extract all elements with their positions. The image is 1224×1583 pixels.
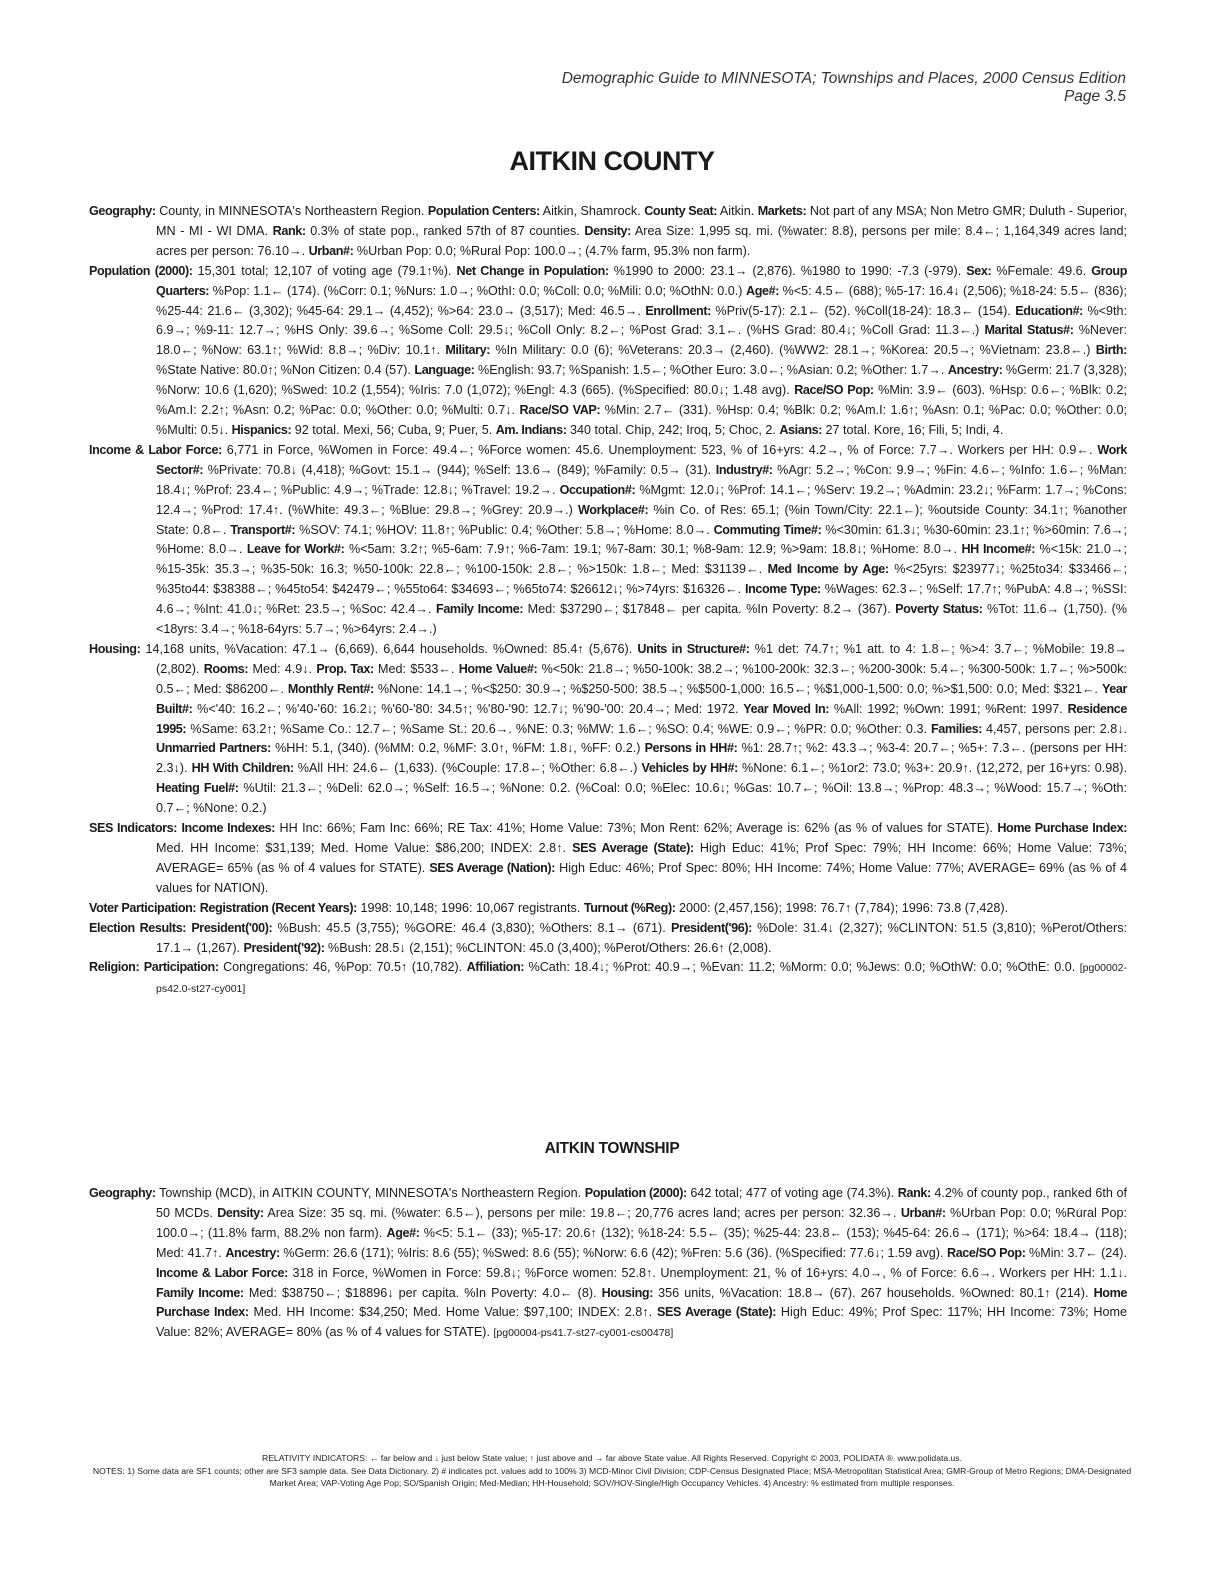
relativity-indicators: RELATIVITY INDICATORS: ← far below and ↓ just below State value; ↑ just above and → far above State value. All Rights Reserved. Copyright © 2003, POLIDATA ®. www.polidata.us.	[261, 1453, 962, 1463]
section-title: AITKIN TOWNSHIP	[544, 1140, 680, 1157]
field-label-president-92: President('92):	[243, 940, 325, 955]
field-label-home-purchase-index: Home Purchase Index:	[156, 1285, 1127, 1320]
field-label-population-2000: Population (2000):	[89, 263, 193, 278]
field-label-family-income: Family Income:	[436, 602, 524, 617]
field-label-am-indians: Am. Indians:	[495, 422, 567, 437]
field-value: %Germ: 26.6 (171); %Iris: 8.6 (55); %Swed: 8.6 (55); %Norw: 6.6 (42); %Fren: 5.6 (36). (%Specified: 77.6↓; 1.59 avg).	[279, 1245, 947, 1260]
field-label-president-00: President('00):	[191, 920, 273, 935]
field-label-affiliation: Affiliation:	[466, 960, 525, 975]
field-value: %<25yrs: $23977↓; %25to34: $33466←; %35to44: $38388←; %45to54: $42479←; %55to64: $34693←; %65to74: $26612↓; %>74yrs: $16326←.	[156, 562, 1127, 597]
field-label-year-built: Year Built#:	[156, 681, 1127, 716]
field-label-election-results: Election Results:	[89, 920, 187, 935]
field-value: %Female: 49.6.	[991, 263, 1092, 278]
field-label-home-purchase-index: Home Purchase Index:	[997, 821, 1127, 836]
profile-entry	[89, 919, 1127, 959]
field-value: %Min: 3.7← (24).	[1025, 1245, 1128, 1260]
running-header	[562, 70, 1126, 106]
field-label-language: Language:	[414, 363, 475, 378]
field-label-birth: Birth:	[1095, 343, 1127, 358]
field-label-voter-participation: Voter Participation:	[89, 900, 197, 915]
field-value: %Util: 21.3←; %Deli: 62.0→; %Self: 16.5→; %None: 0.2. (%Coal: 0.0; %Elec: 10.6↓; %Gas: 10.7←; %Oil: 13.8→; %Prop: 48.3→; %Wood: 15.7→; %Oth: 0.7←; %None: 0.2.)	[156, 781, 1127, 816]
profile-entry	[89, 262, 1127, 441]
field-label-density: Density:	[584, 223, 631, 238]
field-value: %HH: 5.1, (340). (%MM: 0.2, %MF: 3.0↑, %FM: 1.8↓, %FF: 0.2.)	[270, 741, 645, 756]
field-value: %Priv(5-17): 2.1← (52). %Coll(18-24): 18.3← (154).	[710, 303, 1016, 318]
field-value: 14,168 units, %Vacation: 47.1→ (6,669). 6,644 households. %Owned: 85.4↑ (5,676).	[140, 641, 638, 656]
field-value: %Pop: 1.1← (174). (%Corr: 0.1; %Nurs: 1.0→; %OthI: 0.0; %Coll: 0.0; %Mili: 0.0; %OthN: 0.0.)	[209, 283, 746, 298]
field-label-ses-average-state: SES Average (State):	[656, 1305, 777, 1320]
field-value: %<15k: 21.0→; %15-35k: 35.3→; %35-50k: 16.3; %50-100k: 22.8←; %100-150k: 2.8←; %>150k: 1.8←; Med: $31139←.	[156, 542, 1127, 577]
field-value: %Dole: 31.4↓ (2,327); %CLINTON: 51.5 (3,810); %Perot/Others: 17.1→ (1,267).	[156, 920, 1127, 955]
field-value: HH Inc: 66%; Fam Inc: 66%; RE Tax: 41%; Home Value: 73%; Mon Rent: 62%; Average is: 62% (as % of values for STATE).	[275, 821, 998, 836]
field-value: Area Size: 1,995 sq. mi. (%water: 8.8), persons per mile: 8.4←; 1,164,349 acres land; acres per person: 76.10→.	[156, 223, 1127, 258]
field-label-income-labor-force: Income & Labor Force:	[89, 442, 222, 457]
field-label-enrollment: Enrollment:	[645, 303, 711, 318]
profile-entry	[89, 441, 1127, 640]
field-value: %In Military: 0.0 (6); %Veterans: 20.3→ (2,460). (%WW2: 28.1→; %Korea: 20.5→; %Vietnam: 23.8←.)	[490, 343, 1096, 358]
profile-entry	[89, 958, 1127, 1000]
field-value: Congregations: 46, %Pop: 70.5↑ (10,782).	[218, 960, 467, 975]
field-value: %Min: 2.7← (331). %Hsp: 0.4; %Blk: 0.2; %Am.I: 1.6↑; %Asn: 0.1; %Pac: 0.0; %Other: 0.0; %Multi: 0.5↓.	[156, 403, 1127, 437]
field-label-ses-average-state: SES Average (State):	[572, 841, 694, 855]
field-label-occupation: Occupation#:	[559, 482, 636, 497]
field-value: %<5: 4.5← (688); %5-17: 16.4↓ (2,506); %18-24: 5.5← (836); %25-44: 21.6← (3,302); %45-64: 29.1→ (4,452); %>64: 23.0→ (3,517); Med: 46.5→.	[156, 283, 1127, 318]
field-label-income-indexes: Income Indexes:	[181, 821, 276, 836]
field-label-group-quarters: Group Quarters:	[156, 263, 1127, 298]
field-value: 15,301 total; 12,107 of voting age (79.1↑%).	[192, 263, 457, 278]
field-value: 92 total. Mexi, 56; Cuba, 9; Puer, 5.	[291, 422, 496, 437]
field-value: 4.2% of county pop., ranked 6th of 50 MCDs.	[156, 1186, 1127, 1220]
field-value: %in Co. of Res: 65.1; (%in Town/City: 22.1←); %outside County: 34.1↑; %another State: 0.8←.	[156, 502, 1127, 537]
field-value: %Wages: 62.3←; %Self: 17.7↑; %PubA: 4.8→; %SSI: 4.6→; %Int: 41.0↓; %Ret: 23.5→; %Soc: 42.4→.	[156, 582, 1127, 617]
field-value: %Mgmt: 12.0↓; %Prof: 14.1←; %Serv: 19.2→; %Admin: 23.2↓; %Farm: 1.7→; %Cons: 12.4→; %Prod: 17.4↑. (%White: 49.3←; %Blue: 29.8→; %Grey: 20.9→.)	[156, 482, 1127, 517]
field-value: %Germ: 21.7 (3,328); %Norw: 10.6 (1,620); %Swed: 10.2 (1,554); %Iris: 7.0 (1,072); %Engl: 4.3 (665). (%Specified: 80.0↓; 1.48 avg).	[156, 363, 1128, 398]
field-value: %<50k: 21.8→; %50-100k: 38.2→; %100-200k: 32.3←; %200-300k: 5.4←; %300-500k: 1.7←; %>500k: 0.5←; Med: $86200←.	[156, 661, 1127, 696]
record-code: [pg00002-ps42.0-st27-cy001]	[156, 962, 1128, 996]
field-value: High Educ: 49%; Prof Spec: 117%; HH Income: 73%; Home Value: 82%; AVERAGE= 80% (as % of 4 values for STATE).	[156, 1305, 1127, 1340]
field-value: County, in MINNESOTA's Northeastern Region.	[155, 204, 428, 218]
field-value: 318 in Force, %Women in Force: 59.8↓; %Force women: 52.8↑. Unemployment: 21, % of 16+yrs: 4.0→, % of Force: 6.6→. Workers per HH: 1.1↓.	[287, 1265, 1127, 1280]
field-label-population-2000: Population (2000):	[584, 1186, 687, 1200]
field-value: Aitkin, Shamrock.	[539, 204, 645, 218]
field-label-hh-with-children: HH With Children:	[191, 761, 294, 776]
field-label-rooms: Rooms:	[203, 661, 249, 676]
field-label-year-moved-in: Year Moved In:	[743, 701, 830, 716]
field-label-density: Density:	[217, 1205, 264, 1220]
field-value: Med: $38750←; $18896↓ per capita. %In Poverty: 4.0← (8).	[243, 1285, 602, 1300]
field-value: 6,771 in Force, %Women in Force: 49.4←; %Force women: 45.6. Unemployment: 523, % of 16+yrs: 4.2→, % of Force: 7.7→. Workers per HH: 0.9←.	[221, 442, 1098, 457]
profile-entry	[89, 899, 1127, 919]
field-value: 642 total; 477 of voting age (74.3%).	[686, 1186, 898, 1200]
field-value: Med: $533←.	[373, 661, 459, 676]
field-label-families: Families:	[931, 721, 982, 736]
field-value: %Never: 18.0←; %Now: 63.1↑; %Wid: 8.8→; %Div: 10.1↑.	[156, 323, 1127, 358]
page-number: Page 3.5	[1063, 88, 1126, 105]
field-label-population-centers: Population Centers:	[427, 204, 540, 218]
field-value: 356 units, %Vacation: 18.8→ (67). 267 households. %Owned: 80.1↑ (214).	[653, 1285, 1094, 1300]
field-label-geography: Geography:	[89, 1186, 156, 1200]
field-value: %<5: 5.1← (33); %5-17: 20.6↑ (132); %18-24: 5.5← (35); %25-44: 23.8← (153); %45-64: 26.6→ (171); %>64: 18.4→ (118); Med: 41.7↑.	[156, 1225, 1128, 1260]
profile-entry	[89, 819, 1127, 899]
field-label-transport: Transport#:	[230, 522, 296, 537]
field-value: %State Native: 80.0↑; %Non Citizen: 0.4 (57).	[156, 363, 415, 378]
field-value: Med: 4.9↓.	[248, 661, 317, 676]
field-value: %Cath: 18.4↓; %Prot: 40.9→; %Evan: 11.2; %Morm: 0.0; %Jews: 0.0; %OthW: 0.0; %OthE: 0.0.	[524, 960, 1080, 975]
profile-entry	[89, 640, 1127, 819]
field-label-ancestry: Ancestry:	[947, 363, 1003, 378]
field-value: %Tot: 11.6→ (1,750). (%<18yrs: 3.4→; %18-64yrs: 5.7→; %>64yrs: 2.4→.)	[156, 602, 1127, 637]
field-label-religion: Religion:	[89, 960, 140, 975]
county-profile	[89, 202, 1127, 1000]
field-label-persons-in-hh: Persons in HH#:	[644, 741, 738, 756]
field-label-turnout-reg: Turnout (%Reg):	[583, 900, 676, 915]
footer-notes	[92, 1452, 1132, 1490]
field-value: Aitkin.	[717, 204, 758, 218]
field-label-housing: Housing:	[89, 641, 141, 656]
field-label-workplace: Workplace#:	[578, 502, 649, 517]
field-value: 0.3% of state pop., ranked 57th of 87 counties.	[305, 223, 585, 238]
field-value: %All: 1992; %Own: 1991; %Rent: 1997.	[829, 701, 1068, 716]
field-label-industry: Industry#:	[715, 462, 773, 477]
field-value: Med. HH Income: $31,139; Med. Home Value: $86,200; INDEX: 2.8↑.	[156, 841, 573, 855]
field-label-prop-tax: Prop. Tax:	[316, 661, 374, 676]
field-label-rank: Rank:	[272, 223, 306, 238]
field-label-ancestry: Ancestry:	[225, 1245, 280, 1260]
field-label-geography: Geography:	[89, 204, 156, 218]
field-label-education: Education#:	[1015, 303, 1083, 318]
field-label-sex: Sex:	[966, 263, 992, 278]
field-label-hispanics: Hispanics:	[231, 422, 292, 437]
field-value: High Educ: 46%; Prof Spec: 80%; HH Income: 74%; Home Value: 77%; AVERAGE= 69% (as % of 4 values for NATION).	[156, 860, 1127, 895]
field-value: %<5am: 3.2↑; %5-6am: 7.9↑; %6-7am: 19.1; %7-8am: 30.1; %8-9am: 12.9; %>9am: 18.8↓; %Home: 8.0→.	[344, 542, 962, 557]
field-value: %All HH: 24.6← (1,633). (%Couple: 17.8←; %Other: 6.8←.)	[293, 761, 642, 776]
field-label-income-type: Income Type:	[745, 582, 821, 597]
field-value: %Bush: 28.5↓ (2,151); %CLINTON: 45.0 (3,400); %Perot/Others: 26.6↑ (2,008).	[324, 940, 772, 955]
field-value: %1: 28.7↑; %2: 43.3→; %3-4: 20.7←; %5+: 7.3←. (persons per HH: 2.3↓).	[156, 741, 1127, 776]
field-value: 27 total. Kore, 16; Fili, 5; Indi, 4.	[822, 422, 1004, 437]
field-value: 2000: (2,457,156); 1998: 76.7↑ (7,784); 1996: 73.8 (7,428).	[675, 900, 1009, 915]
township-profile	[89, 1184, 1127, 1344]
field-value: %<30min: 61.3↓; %30-60min: 23.1↑; %>60min: 7.6→; %Home: 8.0→.	[156, 522, 1127, 557]
field-label-marital-status: Marital Status#:	[984, 323, 1074, 338]
field-label-net-change-in-population: Net Change in Population:	[456, 263, 609, 278]
field-label-home-value: Home Value#:	[458, 661, 538, 676]
field-label-president-96: President('96):	[670, 920, 752, 935]
field-label-hh-income: HH Income#:	[961, 542, 1036, 557]
field-value: %Agr: 5.2→; %Con: 9.9→; %Fin: 4.6←; %Info: 1.6←; %Man: 18.4↓; %Prof: 23.4←; %Public: 4.9→; %Trade: 12.8↓; %Travel: 19.2→.	[156, 462, 1127, 497]
field-label-age: Age#:	[746, 283, 779, 298]
notes: NOTES: 1) Some data are SF1 counts; other are SF3 sample data. See Data Dictionary. 2) # indicates pct. values add to 100% 3) MCD-Minor Civil Division; CDP-Census Designated Place; MSA-Metropolitan Statistical Area; GMR-Group of Metro Regions; DMA-Designated Market Area; VAP-Voting Age Pop; SO/Spanish Origin; Med-Median; HH-Household; SOV/HOV-Single/High Occupancy Vehicles. 4) Ancestry: % estimated from multiple responses.	[92, 1465, 1132, 1488]
field-label-urban: Urban#:	[308, 243, 354, 258]
field-label-race-so-pop: Race/SO Pop:	[794, 383, 874, 398]
field-value: %SOV: 74.1; %HOV: 11.8↑; %Public: 0.4; %Other: 5.8→; %Home: 8.0→.	[295, 522, 714, 537]
field-label-vehicles-by-hh: Vehicles by HH#:	[641, 761, 738, 776]
field-value: Township (MCD), in AITKIN COUNTY, MINNESOTA's Northeastern Region.	[155, 1186, 585, 1200]
field-label-units-in-structure: Units in Structure#:	[637, 641, 750, 656]
field-value: %1990 to 2000: 23.1→ (2,876). %1980 to 1990: -7.3 (-979).	[608, 263, 967, 278]
field-label-unmarried-partners: Unmarried Partners:	[156, 741, 271, 756]
field-value: 1998: 10,148; 1996: 10,067 registrants.	[356, 900, 584, 915]
field-label-county-seat: County Seat:	[644, 204, 718, 218]
field-value: Med: $37290←; $17848← per capita. %In Poverty: 8.2→ (367).	[523, 602, 896, 617]
field-label-ses-average-nation: SES Average (Nation):	[429, 860, 556, 875]
field-value: %Same: 63.2↑; %Same Co.: 12.7←; %Same St.: 20.6→. %NE: 0.3; %MW: 1.6←; %SO: 0.4; %WE: 0.9←; %PR: 0.0; %Other: 0.3.	[186, 721, 931, 736]
field-label-leave-for-work: Leave for Work#:	[246, 542, 345, 557]
field-value: %None: 6.1←; %1or2: 73.0; %3+: 20.9↑. (12,272, per 16+yrs: 0.98).	[737, 761, 1127, 776]
field-label-race-so-vap: Race/SO VAP:	[519, 403, 601, 418]
profile-entry	[89, 1184, 1127, 1344]
field-value: %Urban Pop: 0.0; %Rural Pop: 100.0→; (4.7% farm, 95.3% non farm).	[353, 243, 751, 258]
field-value: %Urban Pop: 0.0; %Rural Pop: 100.0→; (11.8% farm, 88.2% non farm).	[156, 1205, 1128, 1240]
field-value: %<'40: 16.2←; %'40-'60: 16.2↓; %'60-'80: 34.5↑; %'80-'90: 12.7↓; %'90-'00: 20.4→; Med: 1972.	[192, 701, 744, 716]
field-label-poverty-status: Poverty Status:	[895, 602, 983, 617]
field-value: %1 det: 74.7↑; %1 att. to 4: 1.8←; %>4: 3.7←; %Mobile: 19.8→ (2,802).	[156, 641, 1127, 676]
field-label-registration-recent-years: Registration (Recent Years):	[199, 900, 357, 915]
field-label-urban: Urban#:	[900, 1205, 946, 1220]
field-value: 340 total. Chip, 242; Iroq, 5; Choc, 2.	[566, 422, 780, 437]
field-label-military: Military:	[445, 343, 491, 358]
field-label-heating-fuel: Heating Fuel#:	[156, 781, 239, 796]
profile-entry	[89, 202, 1127, 262]
field-label-markets: Markets:	[757, 204, 807, 218]
field-label-asians: Asians:	[779, 422, 823, 437]
field-value: %<9th: 6.9→; %9-11: 12.7→; %HS Only: 39.6→; %Some Coll: 29.5↓; %Coll Only: 8.2←; %Post Grad: 3.1←. (%HS Grad: 80.4↓; %Coll Grad: 11.3←.)	[156, 303, 1128, 338]
field-label-participation: Participation:	[143, 960, 219, 975]
field-value: %Private: 70.8↓ (4,418); %Govt: 15.1→ (944); %Self: 13.6→ (849); %Family: 0.5→ (31).	[203, 462, 716, 477]
field-label-commuting-time: Commuting Time#:	[713, 522, 822, 537]
header-title: Demographic Guide to MINNESOTA; Townships and Places, 2000 Census Edition	[561, 70, 1126, 87]
field-label-age: Age#:	[386, 1225, 420, 1240]
page-title: AITKIN COUNTY	[509, 146, 715, 176]
field-label-housing: Housing:	[601, 1285, 654, 1300]
field-label-rank: Rank:	[897, 1186, 931, 1200]
field-label-monthly-rent: Monthly Rent#:	[287, 681, 374, 696]
field-value: %Min: 3.9← (603). %Hsp: 0.6←; %Blk: 0.2; %Am.I: 2.2↑; %Asn: 0.2; %Pac: 0.0; %Other: 0.0; %Multi: 0.7↓.	[156, 383, 1128, 418]
field-label-race-so-pop: Race/SO Pop:	[947, 1245, 1026, 1260]
field-value: %Bush: 45.5 (3,755); %GORE: 46.4 (3,830); %Others: 8.1→ (671).	[272, 920, 671, 935]
field-value: 4,457, persons per: 2.8↓.	[982, 721, 1128, 736]
field-label-income-labor-force: Income & Labor Force:	[156, 1265, 288, 1280]
record-code: [pg00004-ps41.7-st27-cy001-cs00478]	[493, 1327, 674, 1340]
field-value: Not part of any MSA; Non Metro GMR; Duluth - Superior, MN - MI - WI DMA.	[156, 204, 1127, 238]
field-value: Med. HH Income: $34,250; Med. Home Value: $97,100; INDEX: 2.8↑.	[248, 1305, 657, 1320]
field-label-ses-indicators: SES Indicators:	[89, 821, 178, 836]
field-label-work-sector: Work Sector#:	[156, 442, 1127, 477]
field-value: %None: 14.1→; %<$250: 30.9→; %$250-500: 38.5→; %$500-1,000: 16.5←; %$1,000-1,500: 0.0; %>$1,500: 0.0; Med: $321←.	[373, 681, 1102, 696]
field-label-residence-1995: Residence 1995:	[156, 701, 1127, 736]
field-value: %English: 93.7; %Spanish: 1.5←; %Other Euro: 3.0←; %Asian: 0.2; %Other: 1.7→.	[474, 363, 948, 378]
field-label-family-income: Family Income:	[156, 1285, 244, 1300]
field-value: Area Size: 35 sq. mi. (%water: 6.5←), persons per mile: 19.8←; 20,776 acres land; acres per person: 32.36→.	[263, 1205, 901, 1220]
field-label-med-income-by-age: Med Income by Age:	[767, 562, 889, 577]
field-value: High Educ: 41%; Prof Spec: 79%; HH Income: 66%; Home Value: 73%; AVERAGE= 65% (as % of 4 values for STATE).	[156, 841, 1127, 875]
